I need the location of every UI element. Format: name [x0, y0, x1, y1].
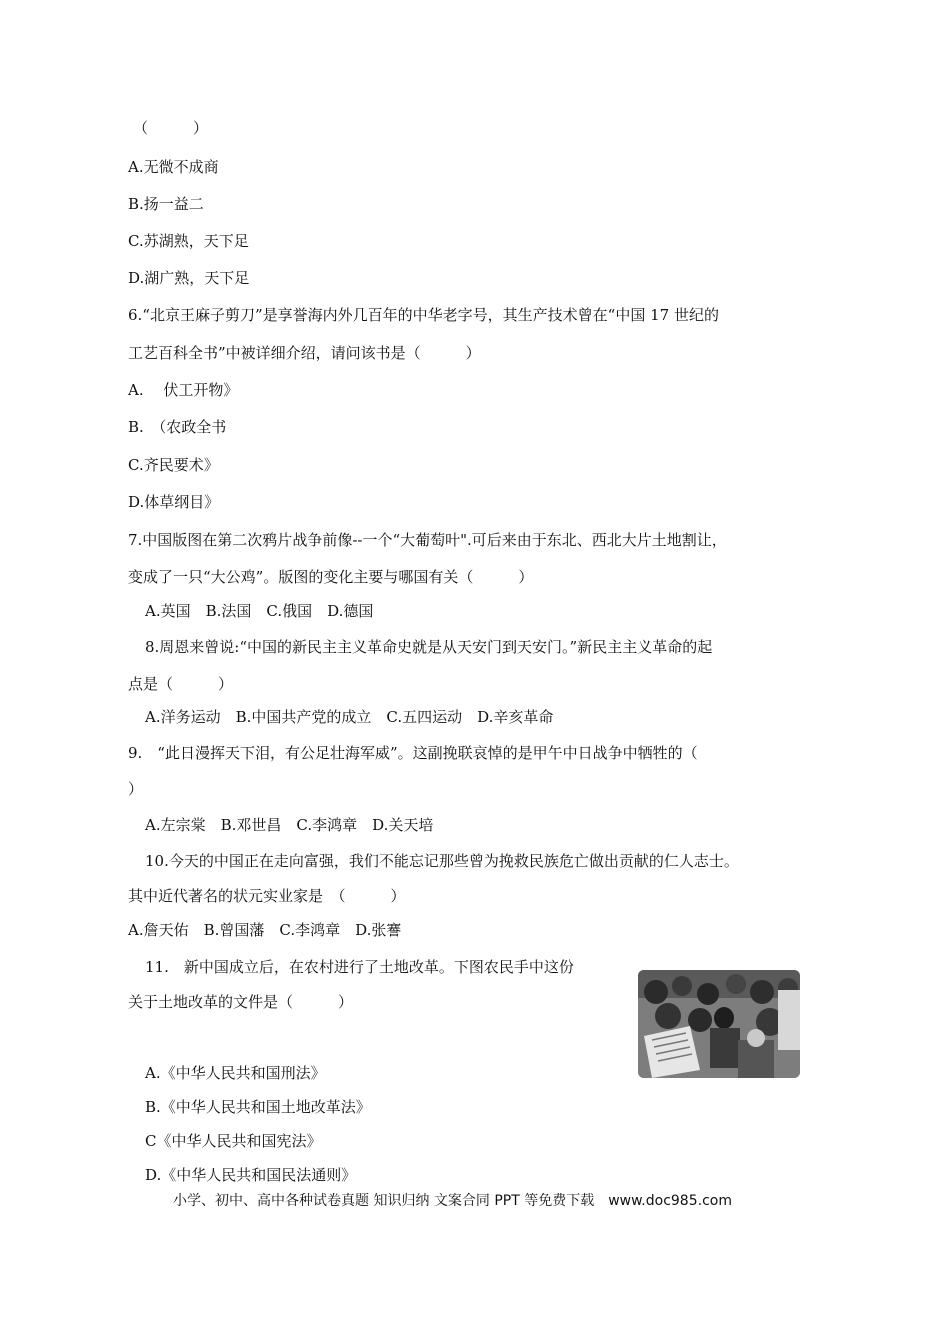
q8-stem-line2: 点是（ ） — [128, 675, 234, 693]
land-reform-photo — [638, 970, 800, 1078]
q6-stem-line2: 工艺百科全书”中被详细介绍，请问该书是（ ） — [128, 344, 481, 362]
q7-stem-line2: 变成了一只“大公鸡”。版图的变化主要与哪国有关（ ） — [128, 568, 534, 586]
q10-options: A.詹天佑 B.曾国藩 C.李鸿章 D.张謇 — [128, 921, 402, 939]
q6-option-a: A. 伏工开物》 — [128, 381, 239, 399]
q11-option-c: C《中华人民共和国宪法》 — [145, 1132, 322, 1150]
q9-stem-line2: ） — [128, 780, 144, 798]
q8-options: A.洋务运动 B.中国共产党的成立 C.五四运动 D.辛亥革命 — [145, 708, 554, 726]
q11-stem-line1: 11. 新中国成立后，在农村进行了土地改革。下图农民手中这份 — [145, 958, 574, 976]
q8-stem-line1: 8.周恩来曾说:“中国的新民主主义革命史就是从天安门到天安门。”新民主主义革命的起 — [145, 638, 713, 656]
q5-option-d: D.湖广熟，天下足 — [128, 269, 250, 287]
page-footer: 小学、初中、高中各种试卷真题 知识归纳 文案合同 PPT 等免费下载 www.doc985.com — [173, 1193, 732, 1209]
q11-stem-line2: 关于土地改革的文件是（ ） — [128, 993, 354, 1011]
q5-option-a: A.无微不成商 — [128, 158, 219, 176]
q6-option-d: D.体草纲目》 — [128, 493, 220, 511]
q9-options: A.左宗棠 B.邓世昌 C.李鸿章 D.关天培 — [145, 816, 434, 834]
q9-stem-line1: 9. “此日漫挥天下泪，有公足壮海军威”。这副挽联哀悼的是甲午中日战争中牺牲的（ — [128, 744, 698, 762]
q6-stem-line1: 6.“北京王麻子剪刀”是享誉海内外几百年的中华老字号，其生产技术曾在“中国 17 世纪的 — [128, 306, 719, 324]
q10-stem-line1: 10.今天的中国正在走向富强，我们不能忘记那些曾为挽救民族危亡做出贡献的仁人志士。 — [145, 852, 739, 870]
q11-option-d: D.《中华人民共和国民法通则》 — [145, 1166, 357, 1184]
q5-option-b: B.扬一益二 — [128, 195, 204, 213]
q11-option-b: B.《中华人民共和国土地改革法》 — [145, 1098, 371, 1116]
q11-option-a: A.《中华人民共和国刑法》 — [145, 1064, 326, 1082]
q5-option-c: C.苏湖熟，天下足 — [128, 232, 249, 250]
q6-option-c: C.齐民要术》 — [128, 456, 219, 474]
q7-options: A.英国 B.法国 C.俄国 D.德国 — [145, 602, 374, 620]
q7-stem-line1: 7.中国版图在第二次鸦片战争前像--一个“大葡萄叶".可后来由于东北、西北大片土地割让， — [128, 531, 727, 549]
q6-option-b: B. （农政全书 — [128, 418, 227, 436]
q10-stem-line2: 其中近代著名的状元实业家是 （ ） — [128, 887, 406, 905]
q5-bracket: （ ） — [133, 119, 209, 137]
